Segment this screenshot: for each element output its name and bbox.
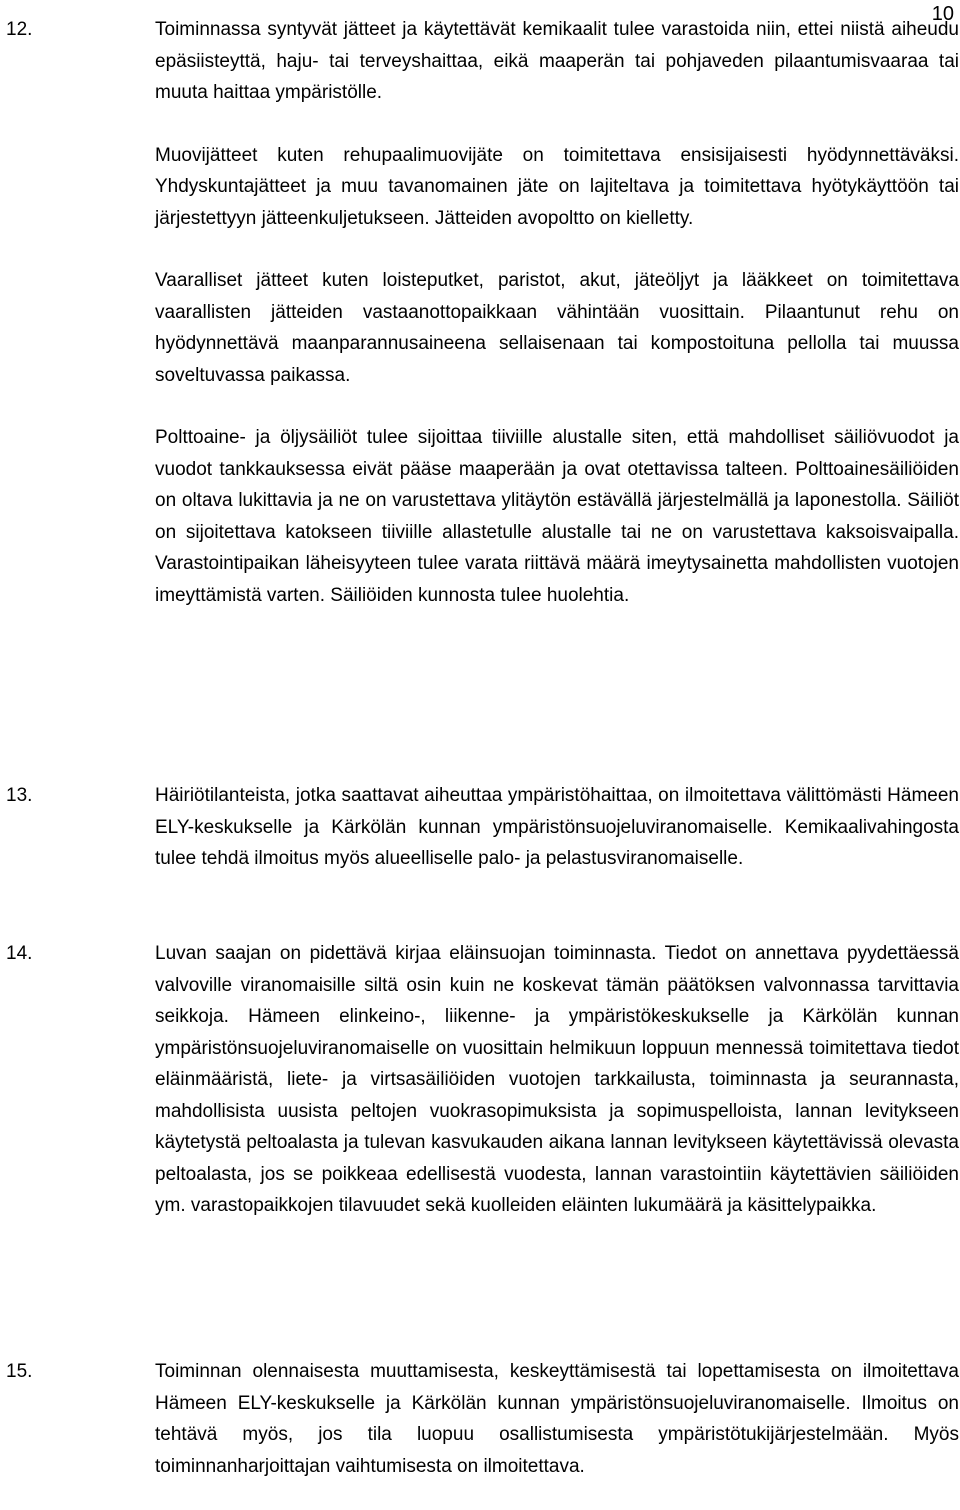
item-number: 12. bbox=[6, 19, 33, 40]
paragraph: Toiminnassa syntyvät jätteet ja käytettävät kemikaalit tulee varastoida niin, ettei niistä aiheudu epäsiisteyttä, haju- tai terveyshaittaa, eikä maaperän tai pohjaveden pilaantumisvaaraa tai muuta haittaa ympäristölle. bbox=[155, 19, 959, 103]
item-number: 15. bbox=[6, 1361, 33, 1382]
paragraph: Polttoaine- ja öljysäiliöt tulee sijoittaa tiiviille alustalle siten, että mahdolliset säiliövuodot ja vuodot tankkauksessa eivät pääse maaperään ja ovat otettavissa talteen. Polttoainesäiliöiden on oltava lukittavia ja ne on varustettava ylitäytön estävällä järjestelmällä ja laponestolla. Säiliöt on sijoitettava katokseen tiiviille allastetulle alustalle tai ne on varustettava kaksoisvaipalla. Varastointipaikan läheisyyteen tulee varata riittävä määrä imeytysainetta mahdollisten vuotojen imeyttämistä varten. Säiliöiden kunnosta tulee huolehtia. bbox=[155, 427, 959, 606]
page-number: 10 bbox=[931, 3, 954, 25]
item-body bbox=[155, 14, 959, 611]
item-body bbox=[155, 938, 959, 1222]
item-body bbox=[155, 780, 959, 875]
item-number: 13. bbox=[6, 785, 33, 806]
item-body bbox=[155, 1356, 959, 1482]
item-number: 14. bbox=[6, 943, 33, 964]
paragraph: Häiriötilanteista, jotka saattavat aiheuttaa ympäristöhaittaa, on ilmoitettava välittömästi Hämeen ELY-keskukselle ja Kärkölän kunnan ympäristönsuojeluviranomaiselle. Kemikaalivahingosta tulee tehdä ilmoitus myös alueelliselle palo- ja pelastusviranomaiselle. bbox=[155, 785, 959, 869]
paragraph: Vaaralliset jätteet kuten loisteputket, paristot, akut, jäteöljyt ja lääkkeet on toimitettava vaarallisten jätteiden vastaanottopaikkaan vähintään vuosittain. Pilaantunut rehu on hyödynnettävä maanparannusaineena sellaisenaan tai kompostoituna pellolla tai muussa soveltuvassa paikassa. bbox=[155, 270, 959, 386]
paragraph: Luvan saajan on pidettävä kirjaa eläinsuojan toiminnasta. Tiedot on annettava pyydettäessä valvoville viranomaisille siltä osin kuin ne koskevat tämän päätöksen valvonnassa tarvittavia seikkoja. Hämeen elinkeino-, liikenne- ja ympäristökeskukselle ja Kärkölän kunnan ympäristönsuojeluviranomaiselle on vuosittain helmikuun loppuun mennessä toimitettava tiedot eläinmääristä, liete- ja virtsasäiliöiden vuotojen tarkkailusta, toiminnasta ja seurannasta, mahdollisista uusista peltojen vuokrasopimuksista ja sopimuspelloista, lannan levitykseen käytetystä peltoalasta ja tulevan kasvukauden aikana lannan levitykseen käytettävissä olevasta peltoalasta, jos se poikkeaa edellisestä vuodesta, lannan varastointiin käytettävien säiliöiden ym. varastopaikkojen tilavuudet sekä kuolleiden eläinten lukumäärä ja käsittelypaikka. bbox=[155, 943, 959, 1216]
paragraph: Toiminnan olennaisesta muuttamisesta, keskeyttämisestä tai lopettamisesta on ilmoitettava Hämeen ELY-keskukselle ja Kärkölän kunnan ympäristönsuojeluviranomaiselle. Ilmoitus on tehtävä myös, jos tila luopuu osallistumisesta ympäristötukijärjestelmään. Myös toiminnanharjoittajan vaihtumisesta on ilmoitettava. bbox=[155, 1361, 959, 1477]
paragraph: Muovijätteet kuten rehupaalimuovijäte on toimitettava ensisijaisesti hyödynnettäväksi. Yhdyskuntajätteet ja muu tavanomainen jäte on lajiteltava ja toimitettava hyötykäyttöön tai järjestettyyn jätteenkuljetukseen. Jätteiden avopoltto on kielletty. bbox=[155, 144, 959, 229]
